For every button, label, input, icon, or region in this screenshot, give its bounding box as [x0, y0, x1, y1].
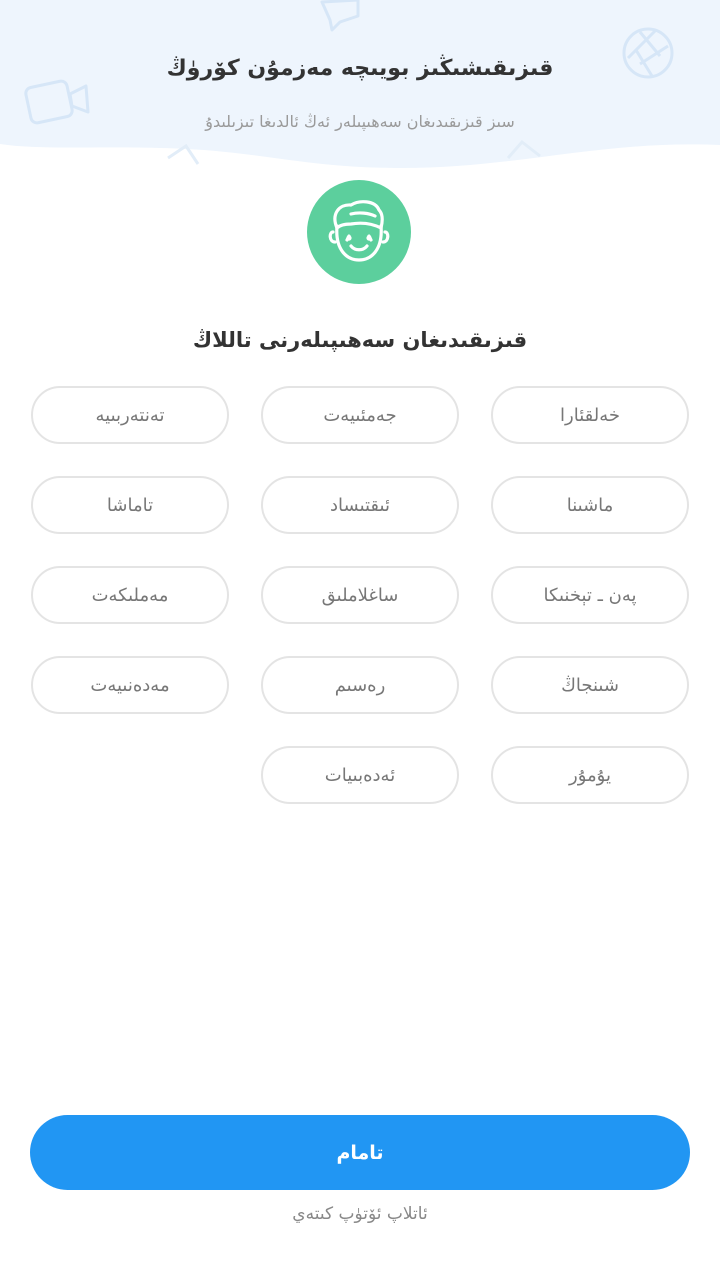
category-chip[interactable]: ئەدەبىيات [261, 746, 459, 804]
category-chip[interactable]: ئىقتىساد [261, 476, 459, 534]
category-chip[interactable]: پەن ـ تېخنىكا [491, 566, 689, 624]
done-button[interactable]: تامام [30, 1115, 690, 1190]
category-chip[interactable]: مەملىكەت [31, 566, 229, 624]
category-chip[interactable]: شىنجاڭ [491, 656, 689, 714]
avatar [307, 180, 411, 284]
category-chip[interactable]: خەلقئارا [491, 386, 689, 444]
category-chip[interactable]: ساغلاملىق [261, 566, 459, 624]
category-chip[interactable]: تاماشا [31, 476, 229, 534]
skip-link[interactable]: ئاتلاپ ئۆتۈپ كىتەي [292, 1204, 428, 1224]
category-chip[interactable]: مەدەنىيەت [31, 656, 229, 714]
category-chip[interactable]: ماشىنا [491, 476, 689, 534]
page-subtitle: سىز قىزىقىدىغان سەھىپىلەر ئەڭ ئالدىغا تىزىلىدۇ [205, 112, 515, 131]
category-chip[interactable]: رەسىم [261, 656, 459, 714]
header-banner [0, 0, 720, 190]
page-title: قىزىقىشىڭىز بويىچە مەزمۇن كۆرۈڭ [166, 56, 554, 81]
section-title: قىزىقىدىغان سەھىپىلەرنى تاللاڭ [192, 328, 528, 352]
category-chip[interactable]: جەمئىيەت [261, 386, 459, 444]
category-chip[interactable]: تەنتەربىيە [31, 386, 229, 444]
category-chip[interactable]: يۇمۇر [491, 746, 689, 804]
boy-face-icon [307, 180, 411, 284]
